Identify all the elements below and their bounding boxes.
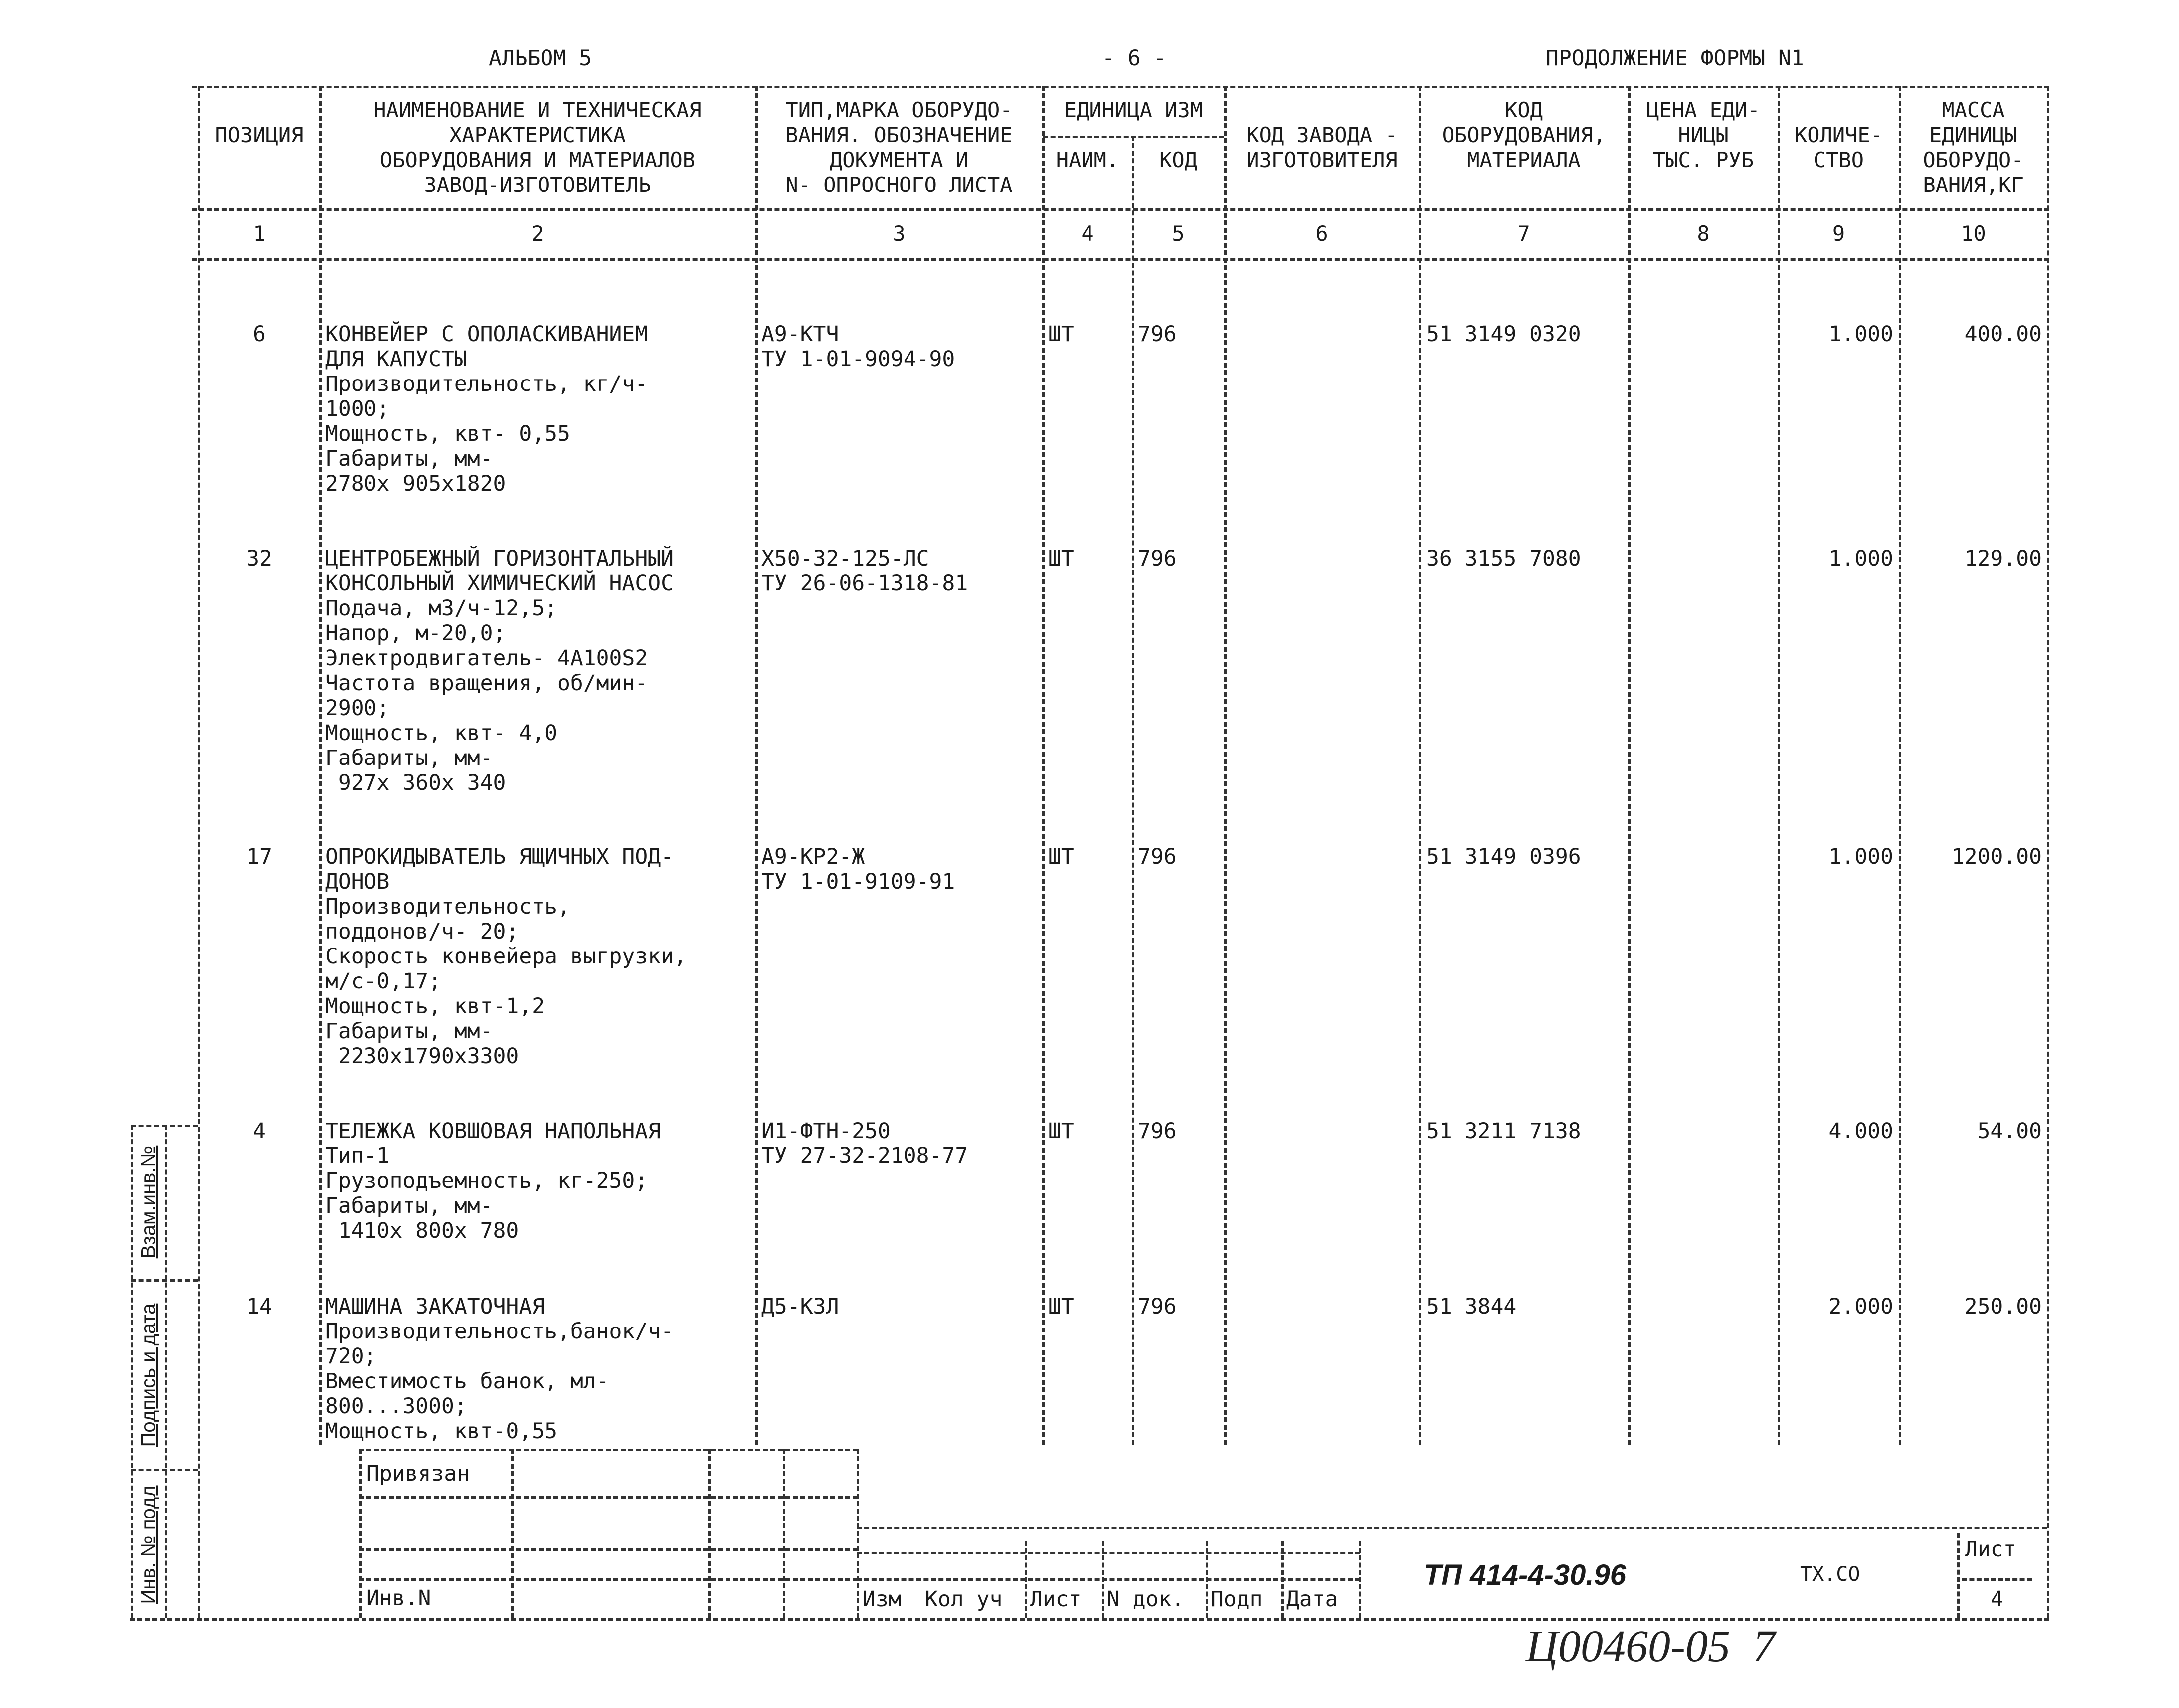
col-line-10 — [2047, 86, 2049, 1618]
album-label: АЛЬБОМ 5 — [489, 46, 592, 71]
privyazan-left — [359, 1449, 362, 1618]
side-inv-podl: Инв. № подл — [137, 1485, 160, 1604]
table-top-border — [192, 86, 2049, 88]
header-unit-group: ЕДИНИЦА ИЗМ — [1064, 98, 1203, 122]
header-unit-code: КОД — [1159, 148, 1197, 172]
tb-sheet-divider — [1962, 1578, 2032, 1581]
titleblock-top — [857, 1527, 2047, 1529]
tb-n-dok: N док. — [1107, 1587, 1185, 1612]
side-vzam-inv: Взам.инв.№ — [137, 1145, 160, 1258]
privyazan-line-2 — [359, 1548, 858, 1551]
tb-list: Лист — [1030, 1587, 1082, 1612]
privyazan-label: Привязан — [366, 1461, 470, 1486]
side-strip-right — [165, 1125, 167, 1618]
tb-data: Дата — [1286, 1587, 1338, 1612]
colnum-7: 7 — [1517, 221, 1530, 246]
header-price: ЦЕНА ЕДИ- НИЦЫ ТЫС. РУБ — [1646, 98, 1760, 172]
sheet-number: 4 — [1991, 1587, 2003, 1612]
row-type: А9-КР2-Ж ТУ 1-01-9109-91 — [761, 844, 955, 894]
row-unit: ШТ — [1048, 322, 1074, 347]
row-type: Х50-32-125-ЛС ТУ 26-06-1318-81 — [761, 546, 968, 596]
colnum-bottom-border — [192, 258, 2049, 261]
colnum-1: 1 — [253, 221, 266, 246]
tb-col-5 — [1359, 1541, 1361, 1618]
colnum-10: 10 — [1961, 221, 1986, 246]
row-quantity: 1.000 — [1828, 844, 1893, 869]
page-number: - 6 - — [1102, 46, 1167, 71]
side-strip-div-2 — [131, 1469, 198, 1471]
side-strip-div-1 — [131, 1279, 198, 1282]
col-line-4 — [1132, 136, 1134, 1445]
colnum-2: 2 — [531, 221, 544, 246]
col-line-9 — [1899, 86, 1901, 1445]
document-mark: ТХ.СО — [1800, 1563, 1860, 1586]
col-line-3 — [1042, 86, 1045, 1445]
privyazan-col-2 — [708, 1449, 711, 1618]
row-mass: 54.00 — [1977, 1119, 2042, 1143]
row-unit: ШТ — [1048, 1119, 1074, 1143]
header-name: НАИМЕНОВАНИЕ И ТЕХНИЧЕСКАЯ ХАРАКТЕРИСТИКА ОБОРУДОВАНИЯ И МАТЕРИАЛОВ ЗАВОД-ИЗГОТОВИТЕЛЬ — [373, 98, 702, 197]
row-equipment-code: 51 3149 0396 — [1426, 844, 1581, 869]
row-quantity: 1.000 — [1828, 546, 1893, 571]
row-type: Д5-КЗЛ — [761, 1294, 839, 1319]
row-position: 4 — [253, 1119, 266, 1143]
privyazan-line-3 — [359, 1578, 858, 1581]
row-mass: 1200.00 — [1951, 844, 2042, 869]
privyazan-right — [857, 1449, 859, 1618]
row-name: МАШИНА ЗАКАТОЧНАЯ Производительность,банок/ч- 720; Вместимость банок, мл- 800...3000; Мощность, квт-0,55 — [325, 1294, 674, 1444]
row-type: И1-ФТН-250 ТУ 27-32-2108-77 — [761, 1119, 968, 1168]
row-unit-code: 796 — [1138, 844, 1177, 869]
row-name: ОПРОКИДЫВАТЕЛЬ ЯЩИЧНЫХ ПОД- ДОНОВ Производительность, поддонов/ч- 20; Скорость конвейера выгрузки, м/с-0,17; Мощность, квт-1,2 Габариты, мм- 2230х1790х3300 — [325, 844, 687, 1069]
row-unit-code: 796 — [1138, 1294, 1177, 1319]
colnum-9: 9 — [1832, 221, 1845, 246]
col-line-8 — [1778, 86, 1780, 1445]
col-line-1 — [319, 86, 322, 1445]
tb-col-4 — [1281, 1541, 1284, 1618]
row-name: КОНВЕЙЕР С ОПОЛАСКИВАНИЕМ ДЛЯ КАПУСТЫ Производительность, кг/ч- 1000; Мощность, квт- 0,55 Габариты, мм- 2780х 905х1820 — [325, 322, 648, 496]
row-equipment-code: 51 3149 0320 — [1426, 322, 1581, 347]
colnum-4: 4 — [1081, 221, 1094, 246]
header-position: ПОЗИЦИЯ — [215, 123, 304, 147]
colnum-3: 3 — [893, 221, 906, 246]
row-name: ЦЕНТРОБЕЖНЫЙ ГОРИЗОНТАЛЬНЫЙ КОНСОЛЬНЫЙ ХИМИЧЕСКИЙ НАСОС Подача, м3/ч-12,5; Напор, м-20,0; Электродвигатель- 4А100S2 Частота вращения, об/мин- 2900; Мощность, квт- 4,0 Габариты, мм- 927х 360х 340 — [325, 546, 674, 795]
row-position: 17 — [246, 844, 272, 869]
header-factory-code: КОД ЗАВОДА - ИЗГОТОВИТЕЛЯ — [1246, 123, 1398, 172]
row-equipment-code: 51 3844 — [1426, 1294, 1517, 1319]
header-mass: МАССА ЕДИНИЦЫ ОБОРУДО- ВАНИЯ,КГ — [1923, 98, 2024, 197]
tb-kol-uch: Кол уч — [925, 1587, 1003, 1612]
side-podpis-data: Подпись и дата — [137, 1303, 160, 1447]
header-unit-name: НАИМ. — [1056, 148, 1119, 172]
tb-col-1 — [1025, 1541, 1027, 1618]
header-quantity: КОЛИЧЕ- СТВО — [1794, 123, 1883, 172]
row-mass: 250.00 — [1964, 1294, 2042, 1319]
row-name: ТЕЛЕЖКА КОВШОВАЯ НАПОЛЬНАЯ Тип-1 Грузоподъемность, кг-250; Габариты, мм- 1410х 800х 780 — [325, 1119, 661, 1243]
handwritten-archive-number: Ц00460-05 7 — [1526, 1622, 1775, 1671]
colnum-6: 6 — [1315, 221, 1328, 246]
row-quantity: 4.000 — [1828, 1119, 1893, 1143]
header-bottom-border — [192, 208, 2049, 211]
titleblock-row-1 — [857, 1552, 1360, 1554]
tb-col-sheet — [1957, 1533, 1960, 1618]
inv-n-label: Инв.N — [366, 1586, 431, 1611]
row-unit: ШТ — [1048, 844, 1074, 869]
col-line-5 — [1224, 86, 1227, 1445]
form-continuation: ПРОДОЛЖЕНИЕ ФОРМЫ N1 — [1546, 46, 1804, 71]
col-line-2 — [755, 86, 758, 1445]
tb-izm: Изм — [863, 1587, 902, 1612]
titleblock-row-2 — [857, 1578, 1360, 1581]
sheet-label: Лист — [1965, 1537, 2016, 1562]
row-unit: ШТ — [1048, 546, 1074, 571]
row-equipment-code: 36 3155 7080 — [1426, 546, 1581, 571]
tb-col-3 — [1206, 1541, 1208, 1618]
colnum-5: 5 — [1172, 221, 1185, 246]
row-quantity: 1.000 — [1828, 322, 1893, 347]
row-mass: 129.00 — [1964, 546, 2042, 571]
privyazan-line-1 — [359, 1496, 858, 1499]
col-line-6 — [1419, 86, 1421, 1445]
row-unit-code: 796 — [1138, 1119, 1177, 1143]
document-code: ТП 414-4-30.96 — [1424, 1559, 1627, 1591]
row-unit-code: 796 — [1138, 546, 1177, 571]
row-unit-code: 796 — [1138, 322, 1177, 347]
row-mass: 400.00 — [1964, 322, 2042, 347]
privyazan-col-3 — [783, 1449, 785, 1618]
privyazan-col-1 — [511, 1449, 514, 1618]
row-position: 14 — [246, 1294, 272, 1319]
colnum-8: 8 — [1697, 221, 1710, 246]
col-line-7 — [1628, 86, 1631, 1445]
tb-col-2 — [1102, 1541, 1104, 1618]
header-type: ТИП,МАРКА ОБОРУДО- ВАНИЯ. ОБОЗНАЧЕНИЕ ДОКУМЕНТА И N- ОПРОСНОГО ЛИСТА — [785, 98, 1013, 197]
row-position: 32 — [246, 546, 272, 571]
row-quantity: 2.000 — [1828, 1294, 1893, 1319]
header-equipment-code: КОД ОБОРУДОВАНИЯ, МАТЕРИАЛА — [1442, 98, 1606, 172]
tb-podp: Подп — [1211, 1587, 1263, 1612]
row-position: 6 — [253, 322, 266, 347]
row-unit: ШТ — [1048, 1294, 1074, 1319]
row-type: А9-КТЧ ТУ 1-01-9094-90 — [761, 322, 955, 372]
row-equipment-code: 51 3211 7138 — [1426, 1119, 1581, 1143]
